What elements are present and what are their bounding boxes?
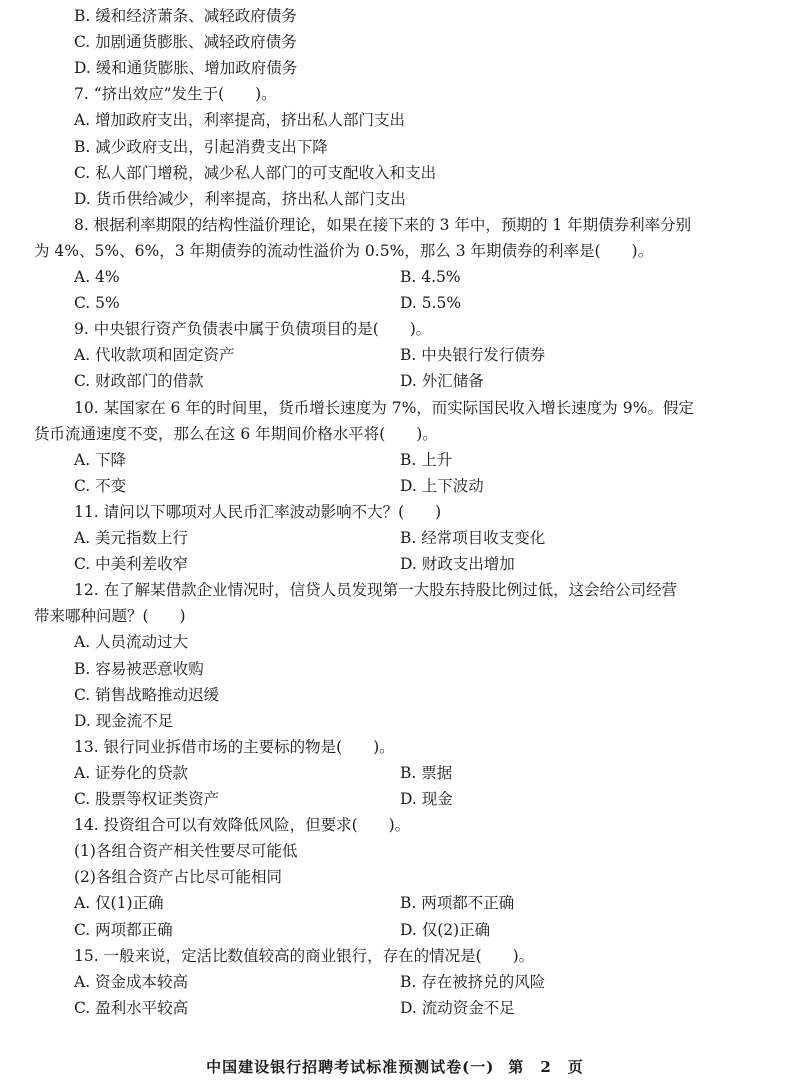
option-row [0,682,790,708]
option-text: D. 现金 [400,790,453,808]
option-row [0,525,790,551]
option-row [0,838,790,864]
option-text: C. 销售战略推动迟缓 [74,685,220,704]
option-row [0,760,790,786]
option-row [0,656,790,682]
option-text: (2)各组合资产占比尽可能相同 [74,868,282,887]
option-row [0,342,790,368]
option-text: A. 证券化的贷款 [74,763,189,782]
option-row [0,368,790,394]
question-row [0,943,790,969]
question-stem-continuation: 带来哪种问题？( ) [34,607,186,626]
question-row [0,577,790,603]
option-row [0,55,790,81]
option-row [0,629,790,655]
option-row [0,107,790,133]
option-row [0,995,790,1021]
question-stem-continuation: 货币流通速度不变，那么在这 6 年期间价格水平将( )。 [34,424,438,443]
option-text: D. 现金流不足 [74,711,174,730]
option-text: D. 上下波动 [400,476,484,495]
question-stem: 11. 请问以下哪项对人民币汇率波动影响不大？( ) [74,502,442,521]
option-text: C. 两项都正确 [74,920,173,939]
option-text: C. 盈利水平较高 [74,998,189,1017]
question-row [0,212,790,238]
question-row [0,734,790,760]
option-row [0,290,790,316]
option-text: A. 美元指数上行 [74,529,189,547]
option-row [0,160,790,186]
option-text: C. 私人部门增税，减少私人部门的可支配收入和支出 [74,163,437,182]
question-continuation-row [0,603,790,629]
option-row [0,786,790,812]
page-footer [0,1054,790,1080]
question-row [0,316,790,342]
footer-page-number: 第 2 页 [508,1058,584,1076]
option-text: B. 票据 [400,763,453,782]
question-stem: 13. 银行同业拆借市场的主要标的物是( )。 [74,737,395,756]
question-row [0,81,790,107]
option-row [0,969,790,995]
option-row [0,29,790,55]
option-row [0,473,790,499]
question-row [0,499,790,525]
footer-title: 中国建设银行招聘考试标准预测试卷(一) [206,1058,495,1076]
question-stem: 12. 在了解某借款企业情况时，信贷人员发现第一大股东持股比例过低，这会给公司经营 [74,581,678,600]
option-text: B. 上升 [400,450,453,469]
option-row [0,134,790,160]
question-stem-continuation: 为 4%、5%、6%，3 年期债券的流动性溢价为 0.5%，那么 3 年期债券的利率是( )。 [34,241,654,260]
question-row [0,395,790,421]
option-row [0,264,790,290]
option-row [0,864,790,890]
option-text: C. 中美利差收窄 [74,555,189,574]
option-text: A. 资金成本较高 [74,972,189,991]
question-stem: 8. 根据利率期限的结构性溢价理论，如果在接下来的 3 年中，预期的 1 年期债券利率分别 [74,215,692,234]
option-text: D. 流动资金不足 [400,998,515,1017]
option-text: C. 5% [74,294,120,313]
option-text: D. 货币供给减少，利率提高，挤出私人部门支出 [74,189,406,208]
option-text: D. 财政支出增加 [400,555,515,574]
question-continuation-row [0,238,790,264]
question-stem: 10. 某国家在 6 年的时间里，货币增长速度为 7%，而实际国民收入增长速度为 9%。假定 [74,398,694,417]
option-text: A. 增加政府支出，利率提高，挤出私人部门支出 [74,111,406,130]
option-text: B. 缓和经济萧条、减轻政府债务 [74,7,297,25]
option-row [0,3,790,29]
option-text: (1)各组合资产相关性要尽可能低 [74,842,298,861]
option-text: A. 仅(1)正确 [74,894,164,913]
option-text: B. 减少政府支出，引起消费支出下降 [74,137,328,156]
option-row [0,917,790,943]
option-row [0,551,790,577]
question-stem: 14. 投资组合可以有效降低风险，但要求( )。 [74,816,411,835]
option-row [0,186,790,212]
option-text: B. 中央银行发行债券 [400,346,546,365]
option-text: A. 人员流动过大 [74,633,189,652]
option-text: C. 财政部门的借款 [74,372,204,391]
question-stem: 9. 中央银行资产负债表中属于负债项目的是( )。 [74,320,432,339]
option-text: B. 容易被恶意收购 [74,659,204,678]
option-text: D. 外汇储备 [400,372,484,391]
option-row [0,708,790,734]
question-row [0,812,790,838]
option-text: D. 仅(2)正确 [400,920,491,939]
option-text: C. 加剧通货膨胀、减轻政府债务 [74,33,297,52]
option-text: B. 两项都不正确 [400,894,515,913]
option-row [0,447,790,473]
option-text: C. 不变 [74,476,127,495]
question-continuation-row [0,421,790,447]
question-stem: 15. 一般来说，定活比数值较高的商业银行，存在的情况是( )。 [74,946,535,965]
option-text: A. 4% [74,268,120,286]
option-row [0,890,790,916]
option-text: D. 缓和通货膨胀、增加政府债务 [74,59,298,78]
option-text: B. 经常项目收支变化 [400,529,546,547]
option-text: C. 股票等权证类资产 [74,790,220,808]
question-stem: 7. “挤出效应”发生于( )。 [74,85,277,104]
option-text: B. 4.5% [400,268,461,286]
option-text: B. 存在被挤兑的风险 [400,972,546,991]
option-text: A. 代收款项和固定资产 [74,346,235,365]
option-text: D. 5.5% [400,294,462,313]
option-text: A. 下降 [74,450,127,469]
